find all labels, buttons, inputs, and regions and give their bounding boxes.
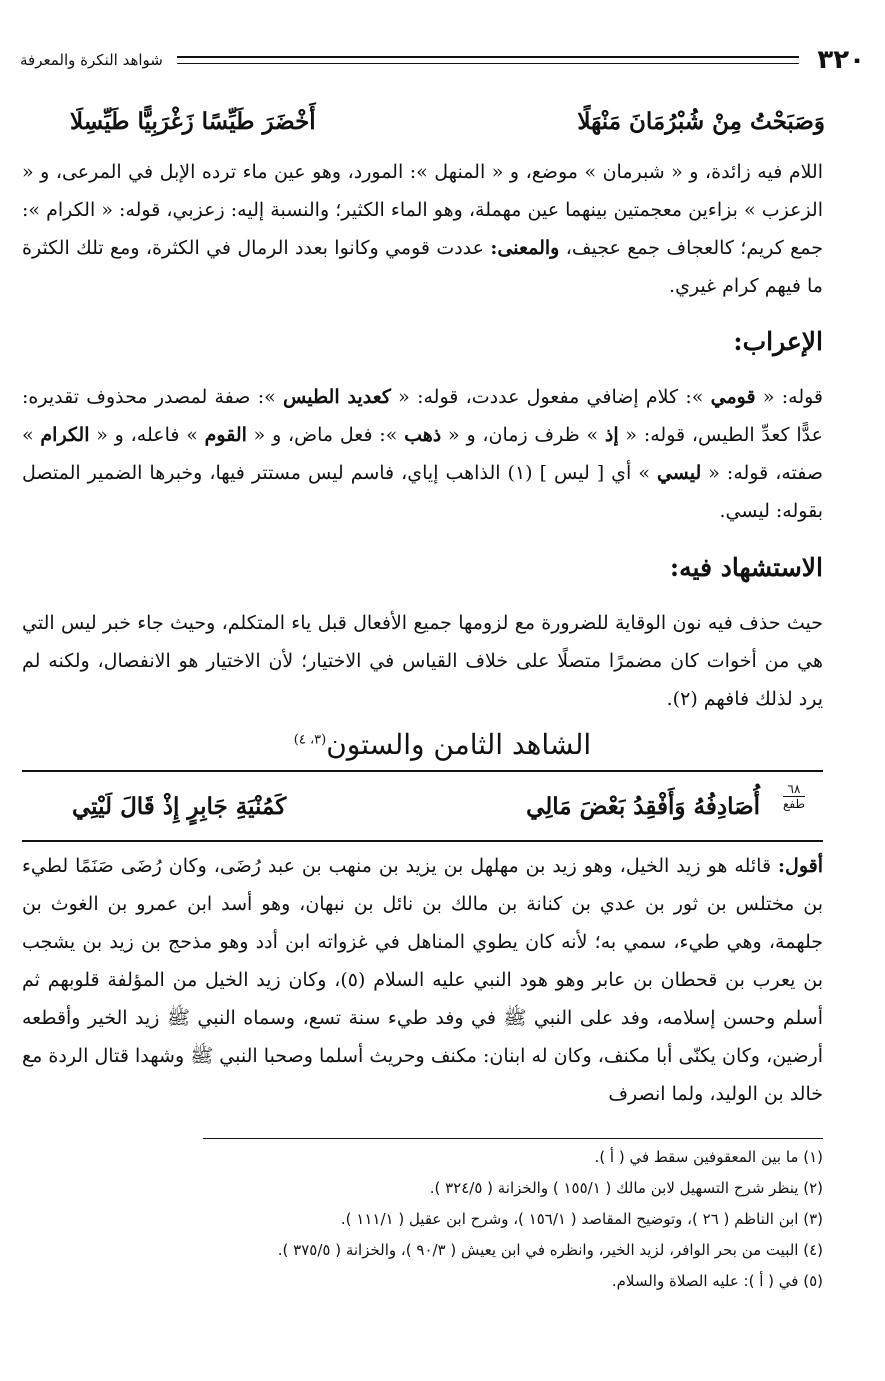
paragraph-biography (22, 847, 823, 1113)
paragraph-bold: قومي (710, 386, 756, 408)
footnotes (22, 1142, 823, 1297)
verse-1 (70, 108, 825, 135)
verse-frame-top-rule (22, 770, 823, 772)
verse-1-first-hemistich: وَصَبَحْتُ مِنْ شُبْرُمَانَ مَنْهَلًا (577, 108, 825, 135)
paragraph-bold: القوم (204, 424, 247, 446)
paragraph-bold: إذ (604, 424, 619, 446)
paragraph-bold: والمعنى: (490, 237, 560, 259)
footnote-item: (٣) ابن الناظم ( ٢٦ )، وتوضيح المقاصد ( ١٥٦/١ )، وشرح ابن عقيل ( ١١١/١ ). (340, 1210, 823, 1228)
footnote-item: (١) ما بين المعقوفين سقط في ( أ ). (594, 1148, 823, 1166)
heading-istishhad: الاستشهاد فيه: (669, 553, 823, 582)
paragraph-text: »: فعل ماض، و « (246, 424, 405, 446)
verse-68 (72, 793, 760, 820)
section-title-text: الشاهد الثامن والستون (326, 728, 592, 761)
paragraph-text: قوله: « (755, 386, 824, 408)
section-title-footnote-ref: (٣، ٤) (293, 732, 327, 748)
paragraph-text: حيث حذف فيه نون الوقاية للضرورة مع لزومها جميع الأفعال قبل ياء المتكلم، وحيث جاء خبر ليس التي هي من أخوات كان مضمرًا متصلًا على خلاف القياس في الاختيار؛ لأن الاختيار هو الانفصال، ولكنه لم يرد لذلك فافهم (٢). (22, 612, 823, 710)
section-title (0, 728, 885, 761)
running-title: شواهد النكرة والمعرفة (20, 51, 163, 69)
paragraph-text: »: كلام إضافي مفعول عددت، قوله: « (390, 386, 711, 408)
verse-number (783, 782, 805, 811)
footnote-item: (٢) ينظر شرح التسهيل لابن مالك ( ١٥٥/١ ) والخزانة ( ٣٢٤/٥ ). (429, 1179, 823, 1197)
paragraph-bold: ليسي (656, 462, 702, 484)
paragraph-text: قائله هو زيد الخيل، وهو زيد بن مهلهل بن يزيد بن منهب بن عبد رُضَى، وكان رُضَى صَنَمًا لطيء بن مختلس بن ثور بن عدي بن كنانة بن مالك بن نائل بن نبهان، وهو أسد ابن عمرو بن الغوث بن جلهمة، وهي طيء، سمي به؛ لأنه كان يطوي المناهل في غزواته ابن أدد وهو مذحج بن زيد بن يشجب بن يعرب بن قحطان بن عابر وهو هود النبي عليه السلام (٥)، وكان زيد الخيل من المؤلفة قلوبهم ثم أسلم وحسن إسلامه، وفد على النبي ﷺ في وفد طيء سنة تسع، وسماه النبي ﷺ زيد الخير وأقطعه أرضين، وكان يكنّى أبا مكنف، وكان له ابنان: مكنف وحريث أسلما وصحبا النبي ﷺ وشهدا قتال الردة مع خالد بن الوليد، ولما انصرف (22, 855, 823, 1105)
footnote-separator (203, 1138, 823, 1139)
footnote-item: (٥) في ( أ ): عليه الصلاة والسلام. (611, 1272, 823, 1290)
paragraph-irab (22, 378, 823, 530)
heading-irab: الإعراب: (733, 327, 823, 356)
paragraph-text: » صفته، قوله: « (22, 424, 823, 484)
verse-number-value: ٦٨ (783, 782, 805, 797)
paragraph-text: عددت قومي وكانوا بعدد الرمال في الكثرة، ومع تلك الكثرة ما فيهم كرام غيري. (22, 237, 823, 297)
verse-meter-code: طفع (782, 797, 805, 811)
paragraph-text: »: صفة لمصدر محذوف تقديره: عدًّا كعدِّ الطيس، قوله: « (22, 386, 823, 446)
page-header (20, 40, 865, 80)
footnote-item: (٤) البيت من بحر الوافر، لزيد الخير، وانظره في ابن يعيش ( ٩٠/٣ )، والخزانة ( ٣٧٥/٥ ). (277, 1241, 823, 1259)
paragraph-vocabulary (22, 153, 823, 305)
header-rule (177, 56, 800, 64)
verse-68-second-hemistich: كَمُنْيَةِ جَابِرٍ إِذْ قَالَ لَيْتِي (72, 793, 287, 820)
verse-68-first-hemistich: أُصَادِفُهُ وَأَفْقِدُ بَعْضَ مَالِي (526, 793, 760, 820)
page-number: ٣٢٠ (817, 45, 865, 75)
paragraph-bold: كعديد الطيس (283, 386, 391, 408)
verse-frame-bottom-rule (22, 840, 823, 842)
paragraph-istishhad (22, 604, 823, 718)
paragraph-text: » أي [ ليس ] (١) الذاهب إياي، فاسم ليس مستتر فيها، وخبرها الضمير المتصل بقوله: ليسي. (22, 462, 823, 522)
verse-1-second-hemistich: أَخْضَرَ طَيِّسًا زَغْرَبِيًّا طَيِّسِلَا (70, 108, 316, 135)
paragraph-text: » فاعله، و « (89, 424, 205, 446)
paragraph-bold: أقول: (778, 855, 823, 877)
paragraph-text: » ظرف زمان، و « (441, 424, 605, 446)
paragraph-bold: الكرام (40, 424, 90, 446)
paragraph-bold: ذهب (404, 424, 442, 446)
paragraph-text: اللام فيه زائدة، و « شبرمان » موضع، و « المنهل »: المورد، وهو عين ماء ترده الإبل في المرعى، و « الزعزب » بزاءين معجمتين بينهما عين مهملة، وهو الماء الكثير؛ والنسبة إليه: زعزبي، قوله: « الكرام »: جمع كريم؛ كالعجاف جمع عجيف، (22, 161, 824, 259)
